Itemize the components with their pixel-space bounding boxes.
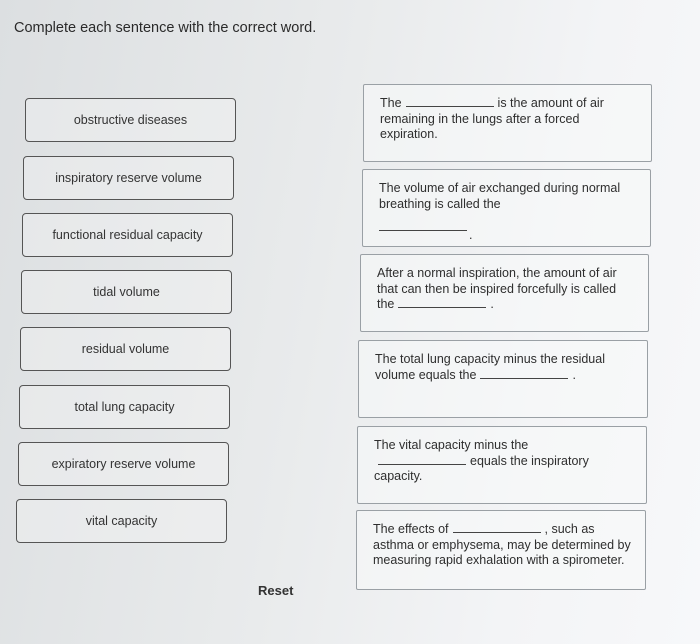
sentence-text-after: , such as asthma or emphysema, may be determined by measuring rapid exhalation with a spirometer. — [373, 522, 631, 567]
sentence-text-before: The vital capacity minus the — [374, 438, 529, 452]
word-chip-label: obstructive diseases — [73, 113, 188, 127]
sentence-text-after: equals the inspiratory capacity. — [374, 453, 589, 483]
answer-blank[interactable] — [378, 454, 466, 465]
word-chip-label: expiratory reserve volume — [51, 457, 196, 471]
sentence-text-after: . — [572, 367, 576, 382]
word-chip-total-lung-capacity[interactable] — [19, 385, 230, 429]
word-chip-expiratory-reserve-volume[interactable] — [18, 442, 229, 486]
sentence-text-after: is the amount of air remaining in the lungs after a forced expiration. — [380, 96, 604, 141]
answer-blank[interactable] — [398, 297, 486, 308]
instruction-text: Complete each sentence with the correct word. — [14, 20, 317, 36]
reset-button[interactable]: Reset — [258, 583, 294, 598]
sentence-text-after: . — [469, 228, 473, 242]
answer-blank[interactable] — [480, 368, 568, 379]
answer-blank[interactable] — [453, 522, 541, 533]
sentence-text-before: The total lung capacity minus the residual volume equals the — [375, 352, 605, 382]
word-chip-functional-residual-capacity[interactable] — [22, 213, 233, 257]
sentence-text-before: The — [380, 96, 402, 110]
sentence-text-before: The effects of — [373, 522, 449, 536]
sentence-card-6 — [356, 510, 646, 590]
word-chip-obstructive-diseases[interactable] — [25, 98, 236, 142]
answer-blank[interactable] — [406, 96, 494, 107]
word-chip-inspiratory-reserve-volume[interactable] — [23, 156, 234, 200]
sentence-card-3 — [360, 254, 649, 332]
word-chip-label: vital capacity — [85, 514, 158, 528]
word-chip-tidal-volume[interactable] — [21, 270, 232, 314]
sentence-card-4 — [358, 340, 648, 418]
word-chip-label: functional residual capacity — [52, 228, 203, 242]
word-chip-label: residual volume — [81, 342, 170, 356]
sentence-text-before: The volume of air exchanged during normal breathing is called the — [379, 181, 621, 211]
word-chip-label: inspiratory reserve volume — [55, 171, 202, 185]
sentence-text-before: After a normal inspiration, the amount of air that can then be inspired forcefully is called the — [377, 266, 617, 311]
word-chip-label: tidal volume — [93, 285, 160, 299]
sentence-card-1 — [363, 84, 652, 162]
answer-blank[interactable] — [379, 220, 467, 231]
word-chip-label: total lung capacity — [74, 400, 175, 414]
word-chip-residual-volume[interactable] — [20, 327, 231, 371]
word-chip-vital-capacity[interactable] — [16, 499, 227, 543]
sentence-text-after: . — [490, 297, 494, 311]
sentence-card-5 — [357, 426, 647, 504]
sentence-card-2 — [362, 169, 651, 247]
